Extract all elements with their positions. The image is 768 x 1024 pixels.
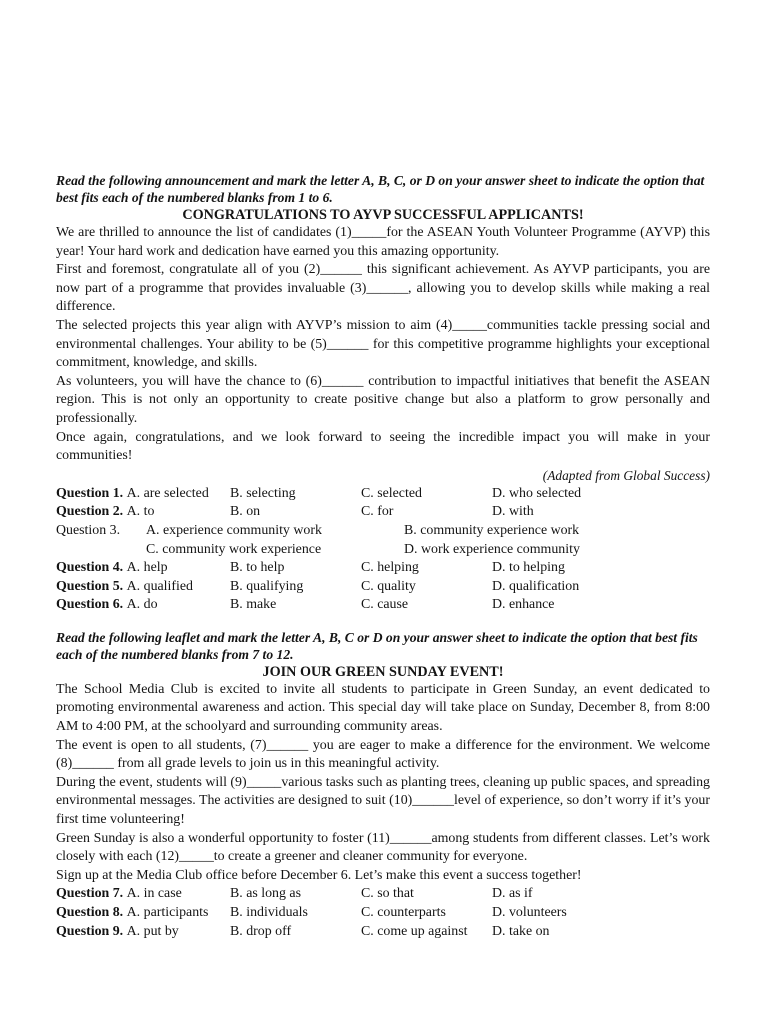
section2-paragraph: Sign up at the Media Club office before December 6. Let’s make this event a success together!: [56, 867, 582, 883]
question-row: [56, 596, 710, 615]
section1-paragraph: First and foremost, congratulate all of you (2)______ this significant achievement. As AYVP participants, you are now part of a programme that provides invaluable (3)______, allowing you to develop skills while making a real difference.: [56, 262, 710, 315]
option-d: D. volunteers: [492, 905, 567, 920]
question-label: Question 3.: [56, 522, 121, 538]
section2-title: JOIN OUR GREEN SUNDAY EVENT!: [262, 663, 504, 680]
option-a: A. experience community work: [146, 522, 322, 538]
option-a: A. are selected: [126, 485, 209, 501]
section2-paragraph: The event is open to all students, (7)______ you are eager to make a difference for the environment. We welcome (8)______ from all grade levels to join us in this meaningful activity.: [56, 737, 710, 772]
option-d: D. enhance: [492, 597, 555, 613]
option-b: B. community experience work: [404, 522, 580, 538]
question-row: [56, 485, 710, 504]
option-d: D. work experience community: [404, 541, 580, 557]
source-citation: (Adapted from Global Success): [542, 467, 710, 483]
option-c: C. so that: [361, 886, 414, 902]
section1-paragraph: As volunteers, you will have the chance to (6)______ contribution to impactful initiatives that benefit the ASEAN region. This is not only an opportunity to create positive change but also a platform to grow personally and professionally.: [56, 373, 710, 426]
section1-paragraph: Once again, congratulations, and we look forward to seeing the incredible impact you will make in your communities!: [56, 429, 710, 464]
option-b: B. individuals: [230, 905, 308, 920]
section2-paragraph: The School Media Club is excited to invite all students to participate in Green Sunday, an event dedicated to promoting environmental awareness and action. This special day will take place on Sunday, December 8, from 8:00 AM to 4:00 PM, at the schoolyard and surrounding community areas.: [56, 681, 710, 735]
option-d: D. who selected: [492, 485, 582, 501]
option-d: D. qualification: [492, 578, 580, 594]
option-a: A. qualified: [126, 578, 193, 594]
section2-instruction: Read the following leaflet and mark the letter A, B, C or D on your answer sheet to indicate the option that best fits each of the numbered blanks from 7 to 12.: [56, 629, 698, 662]
option-b: B. make: [230, 597, 277, 613]
question-label: Question 2.: [56, 504, 124, 520]
question-row-continued: [56, 541, 710, 560]
option-c: C. cause: [361, 597, 409, 613]
question-row: [56, 885, 710, 904]
section2-paragraph: Green Sunday is also a wonderful opportunity to foster (11)______among students from different classes. Let’s work closely with each (12)_____to create a greener and cleaner community for everyone.: [56, 830, 710, 865]
option-b: B. on: [230, 504, 261, 520]
question-row: [56, 522, 710, 541]
question-row: [56, 923, 710, 942]
section1-instruction: Read the following announcement and mark the letter A, B, C, or D on your answer sheet to indicate the option that best fits each of the numbered blanks from 1 to 6.: [56, 173, 705, 205]
section1-title: CONGRATULATIONS TO AYVP SUCCESSFUL APPLICANTS!: [182, 207, 584, 223]
option-d: D. take on: [492, 923, 550, 939]
option-a: A. help: [126, 560, 168, 576]
question-label: Question 7.: [56, 886, 124, 902]
option-b: B. to help: [230, 560, 285, 576]
question-label: Question 9.: [56, 923, 124, 939]
option-c: C. selected: [361, 485, 422, 501]
option-b: B. as long as: [230, 886, 301, 902]
option-c: C. quality: [361, 578, 416, 594]
question-row: [56, 559, 710, 578]
option-c: C. come up against: [361, 923, 468, 939]
option-a: A. put by: [126, 923, 179, 939]
option-c: C. helping: [361, 560, 419, 576]
option-c: C. counterparts: [361, 905, 446, 920]
question-label: Question 4.: [56, 560, 124, 576]
option-b: B. selecting: [230, 485, 296, 501]
question-row: [56, 904, 710, 923]
option-d: D. with: [492, 504, 534, 520]
question-row: [56, 503, 710, 522]
option-c: C. for: [361, 504, 394, 520]
option-d: D. to helping: [492, 560, 565, 576]
section1-paragraph: The selected projects this year align with AYVP’s mission to aim (4)_____communities tackle pressing social and environmental challenges. Your ability to be (5)______ for this competitive programme highlights your exceptional commitment, knowledge, and skills.: [56, 317, 710, 371]
option-a: A. in case: [126, 886, 182, 902]
option-a: A. to: [126, 504, 155, 520]
option-a: A. do: [126, 597, 158, 613]
question-label: Question 1.: [56, 485, 124, 501]
option-b: B. drop off: [230, 923, 292, 939]
question-label: Question 5.: [56, 578, 124, 594]
question-label: Question 6.: [56, 597, 124, 613]
option-c: C. community work experience: [146, 541, 322, 557]
question-row: [56, 578, 710, 597]
option-d: D. as if: [492, 886, 533, 902]
option-b: B. qualifying: [230, 578, 304, 594]
section2-paragraph: During the event, students will (9)_____various tasks such as planting trees, cleaning up public spaces, and spreading environmental messages. The activities are designed to suit (10)______level of experience, so don’t worry if it’s your first time volunteering!: [56, 774, 710, 828]
question-label: Question 8.: [56, 905, 124, 920]
option-a: A. participants: [126, 905, 209, 920]
section1-paragraph: We are thrilled to announce the list of candidates (1)_____for the ASEAN Youth Volunteer Programme (AYVP) this year! Your hard work and dedication have earned you this amazing opportunity.: [56, 225, 710, 259]
